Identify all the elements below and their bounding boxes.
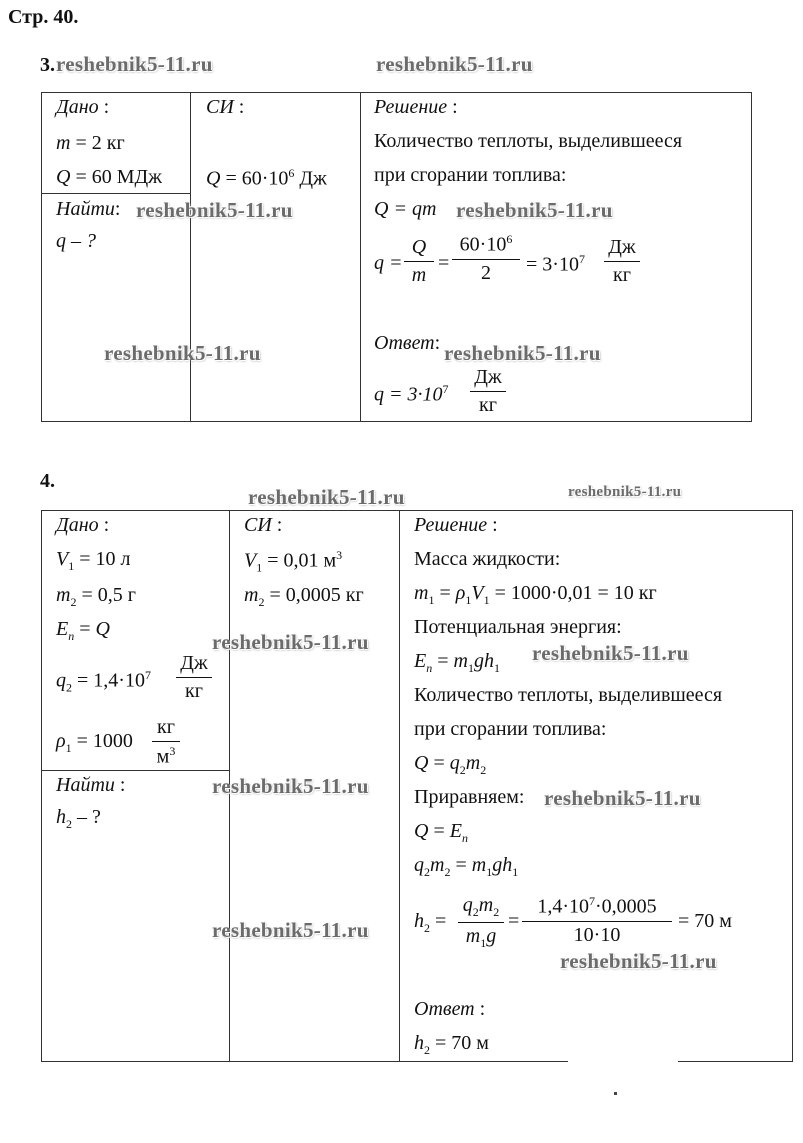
- watermark: reshebnik5-11.ru: [568, 484, 682, 500]
- p3-frac-numeric: $60\cdot 10^6$ 2: [452, 232, 520, 285]
- p4-si-mass: $m_2 = 0,0005$ кг: [244, 584, 364, 609]
- p4-dano-header: Дано :: [56, 514, 110, 536]
- p4-line-5: Количество теплоты, выделившееся: [414, 684, 723, 706]
- scan-artifact-patch: [568, 1060, 678, 1120]
- p3-answer-unit: Дж кг: [470, 366, 506, 417]
- p4-line-6: при сгорании топлива:: [414, 718, 607, 740]
- p4-line-2: $m_1 = \rho_1V_1 = 1000\cdot 0,01 = 10$ кг: [414, 582, 657, 607]
- p4-unit-kg-per-m3: кг $м^3$: [152, 716, 180, 769]
- p4-eq-sign: =: [508, 910, 520, 932]
- p3-q-eq: q =: [374, 252, 403, 274]
- watermark: reshebnik5-11.ru: [248, 485, 405, 509]
- p4-line-4: $E_п = m_1gh_1$: [414, 650, 500, 675]
- p4-line-10: $q_2m_2 = m_1gh_1$: [414, 854, 519, 879]
- p3-text-1: Количество теплоты, выделившееся: [374, 130, 683, 152]
- p4-given-density: $\rho_1 = 1000$: [56, 730, 133, 755]
- p4-line-8: Приравняем:: [414, 786, 525, 808]
- p4-otvet-header: Ответ :: [414, 998, 486, 1020]
- watermark: reshebnik5-11.ru: [212, 630, 369, 654]
- p4-line-1: Масса жидкости:: [414, 548, 561, 570]
- scan-dot: [614, 1092, 617, 1095]
- p4-frac-symbolic: $q_2m_2$ $m_1g$: [458, 894, 504, 951]
- watermark: reshebnik5-11.ru: [136, 198, 293, 222]
- watermark: reshebnik5-11.ru: [444, 341, 601, 365]
- p3-given-heat: Q = 60 МДж: [56, 166, 162, 188]
- problem-3-given-divider: [41, 193, 191, 194]
- watermark: reshebnik5-11.ru: [532, 641, 689, 665]
- problem-4-number: 4.: [40, 470, 55, 492]
- p3-si-heat: $Q = 60\cdot 10^6$ Дж: [206, 166, 327, 190]
- p4-unit-j-per-kg: Дж кг: [176, 652, 212, 703]
- watermark: reshebnik5-11.ru: [104, 341, 261, 365]
- p3-otvet-header: Ответ:: [374, 332, 441, 354]
- p3-naiti-header: Найти:: [56, 198, 121, 220]
- problem-4-divider-2: [399, 510, 400, 1061]
- problem-4-given-divider: [41, 770, 230, 771]
- p4-given-mass: $m_2 = 0,5$ г: [56, 584, 136, 609]
- watermark: reshebnik5-11.ru: [212, 774, 369, 798]
- p3-find-value: q – ?: [56, 230, 96, 252]
- p4-frac-numeric: $1,4\cdot 10^7\cdot 0,0005$ 10·10: [522, 894, 672, 947]
- p4-line-3: Потенциальная энергия:: [414, 616, 622, 638]
- watermark: reshebnik5-11.ru: [212, 918, 369, 942]
- p4-find-value: $h_2$ – ?: [56, 806, 101, 831]
- p4-naiti-header: Найти :: [56, 774, 126, 796]
- p3-unit-j-per-kg: Дж кг: [604, 236, 640, 287]
- watermark: reshebnik5-11.ru: [376, 52, 533, 76]
- p4-si-volume: $V_1 = 0,01$ $м^3$: [244, 548, 343, 575]
- p3-resh-header: Решение :: [374, 96, 458, 118]
- p3-formula-1: Q = qm: [374, 198, 437, 220]
- p3-eq-sign: =: [438, 252, 450, 274]
- p3-frac-q-over-m: Q m: [404, 236, 434, 287]
- p3-dano-header: Дано :: [56, 96, 110, 118]
- watermark: reshebnik5-11.ru: [56, 52, 213, 76]
- p4-given-energy: $E_п = Q$: [56, 618, 110, 643]
- p4-resh-header: Решение :: [414, 514, 498, 536]
- p3-given-mass: m = 2 кг: [56, 132, 125, 154]
- p4-line-7: $Q = q_2m_2$: [414, 752, 487, 777]
- p4-result: = 70 м: [678, 910, 732, 932]
- watermark: reshebnik5-11.ru: [456, 198, 613, 222]
- p4-line-9: $Q = E_п$: [414, 820, 468, 845]
- p3-answer: $q = 3\cdot 10^7$: [374, 382, 449, 406]
- p4-h2-eq: $h_2$ =: [414, 910, 447, 935]
- p3-text-2: при сгорании топлива:: [374, 164, 567, 186]
- p3-si-header: СИ :: [206, 96, 245, 118]
- p4-answer: $h_2 = 70$ м: [414, 1032, 489, 1057]
- page-title: Стр. 40.: [8, 6, 79, 28]
- problem-3-divider-1: [190, 92, 191, 421]
- problem-3-divider-2: [360, 92, 361, 421]
- p4-given-volume: $V_1 = 10$ л: [56, 548, 131, 573]
- p4-si-header: СИ :: [244, 514, 283, 536]
- watermark: reshebnik5-11.ru: [544, 786, 701, 810]
- problem-3-number: 3.: [40, 54, 55, 76]
- watermark: reshebnik5-11.ru: [560, 949, 717, 973]
- p4-given-heat-value: $q_2 = 1,4\cdot 10^7$: [56, 668, 151, 695]
- p3-result: = $3\cdot 10^7$: [526, 252, 585, 276]
